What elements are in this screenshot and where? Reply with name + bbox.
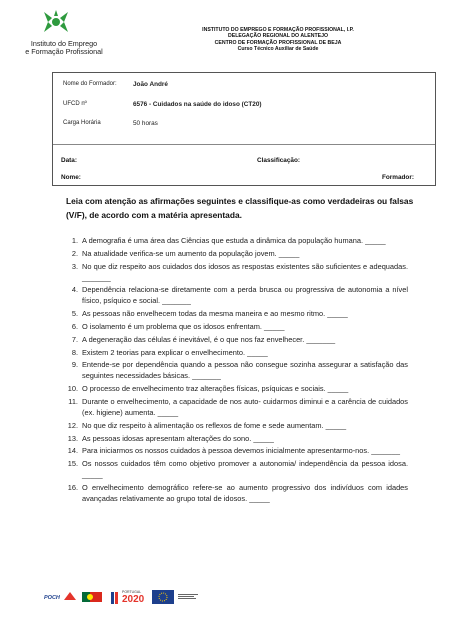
header-line-3: CENTRO DE FORMAÇÃO PROFISSIONAL DE BEJA <box>214 39 342 46</box>
question-number: 15. <box>67 459 78 469</box>
question-item <box>62 359 408 381</box>
question-item <box>62 321 408 332</box>
question-number: 13. <box>67 433 78 443</box>
questions-list <box>62 235 408 506</box>
question-number: 2. <box>71 248 78 258</box>
question-number: 14. <box>67 446 78 456</box>
question-item <box>62 334 408 345</box>
ufcd-value: 6576 - Cuidados na saúde do idoso (CT20) <box>133 101 262 108</box>
question-text: A demografia é uma área das Ciências que estuda a dinâmica da população humana. _____ <box>82 236 386 245</box>
question-text: Na atualidade verifica-se um aumento da população jovem. _____ <box>82 248 300 258</box>
header-line-2: DELEGAÇÃO REGIONAL DO ALENTEJO <box>227 33 328 40</box>
iefp-logo <box>14 8 103 58</box>
question-item <box>62 482 408 504</box>
question-item <box>62 420 408 431</box>
portugal2020-text: 2020 <box>122 594 145 605</box>
data-label: Data: <box>61 157 77 164</box>
eu-fund-text-lines <box>178 594 198 599</box>
portugal2020-small-text: PORTUGAL <box>122 590 142 594</box>
question-text: Dependência relaciona-se diretamente com a perda brusca ou progressiva de autonomia a nível físico, psíquico e social. _______ <box>82 285 408 306</box>
question-text: O isolamento é um problema que os idosos enfrentam. _____ <box>82 321 285 331</box>
nome-label: Nome: <box>61 174 81 181</box>
question-item <box>62 458 408 480</box>
formador-signature-label: Formador: <box>382 174 414 181</box>
question-number: 16. <box>67 482 78 492</box>
question-text: Durante o envelhecimento, a capacidade de nos auto- cuidarmos diminui e a carência de cuidados (ex. higiene) aumenta. _____ <box>82 396 408 417</box>
question-text: Existem 2 teorias para explicar o envelhecimento. _____ <box>82 347 268 357</box>
poch-logo-icon <box>64 592 76 602</box>
form-info-section <box>53 73 435 145</box>
question-text: No que diz respeito aos cuidados dos idosos as respostas existentes são suficientes e adequadas. _______ <box>82 261 408 282</box>
question-text: Os nossos cuidados têm como objetivo promover a autonomia/ independência da pessoa idosa. _____ <box>82 459 408 480</box>
question-number: 11. <box>68 396 78 406</box>
poch-text: POCH <box>44 595 60 601</box>
form-box <box>52 72 436 186</box>
question-text: No que diz respeito à alimentação os reflexos de fome e sede aumentam. _____ <box>82 420 347 430</box>
iefp-logo-icon <box>36 8 76 38</box>
classificacao-label: Classificação: <box>257 157 300 164</box>
question-number: 8. <box>71 347 78 357</box>
question-item <box>62 383 408 394</box>
question-item <box>62 284 408 306</box>
question-number: 5. <box>71 309 78 319</box>
institution-header <box>128 27 428 53</box>
logo-line-2: e Formação Profissional <box>25 47 103 56</box>
portugal2020-logo-icon <box>110 590 120 606</box>
logo-line-1: Instituto do Emprego <box>30 39 98 48</box>
question-text: Para iniciarmos os nossos cuidados à pessoa devemos inicialmente apresentarmo-nos. _______ <box>82 446 400 456</box>
question-number: 1. <box>71 236 78 245</box>
question-text: As pessoas idosas apresentam alterações do sono. _____ <box>82 433 274 443</box>
question-item <box>62 445 408 456</box>
carga-value: 50 horas <box>133 120 158 127</box>
instruction-text: Leia com atenção as afirmações seguintes e classifique-as como verdadeiras ou falsas (V/F), de acordo com a matéria apresentada. <box>66 196 414 220</box>
question-item <box>62 396 408 418</box>
pt-republic-icon <box>82 590 104 604</box>
question-item <box>62 433 408 444</box>
question-text: As pessoas não envelhecem todas da mesma maneira e ao mesmo ritmo. _____ <box>82 309 348 319</box>
question-item <box>62 347 408 358</box>
pt-republic-logo <box>82 590 106 609</box>
question-number: 4. <box>71 285 78 295</box>
question-number: 6. <box>71 321 78 331</box>
formador-label: Nome do Formador: <box>63 81 117 87</box>
question-number: 7. <box>71 334 78 344</box>
question-item <box>62 261 408 283</box>
eu-flag-logo <box>152 590 174 609</box>
question-text: O processo de envelhecimento traz alterações físicas, psíquicas e sociais. _____ <box>82 384 349 394</box>
question-item <box>62 235 408 246</box>
question-item <box>62 248 408 259</box>
eu-flag-icon <box>152 590 174 604</box>
question-number: 3. <box>71 261 78 271</box>
header-line-1: INSTITUTO DO EMPREGO E FORMAÇÃO PROFISSIONAL, I.P. <box>202 27 354 33</box>
ufcd-label: UFCD nº <box>63 101 87 107</box>
question-item <box>62 308 408 319</box>
question-text: A degeneração das células é inevitável, é o que nos faz envelhecer. _______ <box>82 334 336 344</box>
carga-label: Carga Horária <box>63 120 101 126</box>
question-number: 12. <box>67 420 78 430</box>
question-number: 10. <box>67 384 78 394</box>
question-text: O envelhecimento demográfico refere-se ao aumento progressivo dos indivíduos com idades avançadas relativamente ao grupo total de idosos. _____ <box>82 482 408 503</box>
question-text: Entende-se por dependência quando a pessoa não consegue sozinha assegurar a satisfação das seguintes necessidades básicas. _______ <box>82 360 408 381</box>
header-line-4: Curso Técnico Auxiliar de Saúde <box>237 46 319 53</box>
formador-value: João André <box>133 81 168 88</box>
question-number: 9. <box>71 360 78 370</box>
